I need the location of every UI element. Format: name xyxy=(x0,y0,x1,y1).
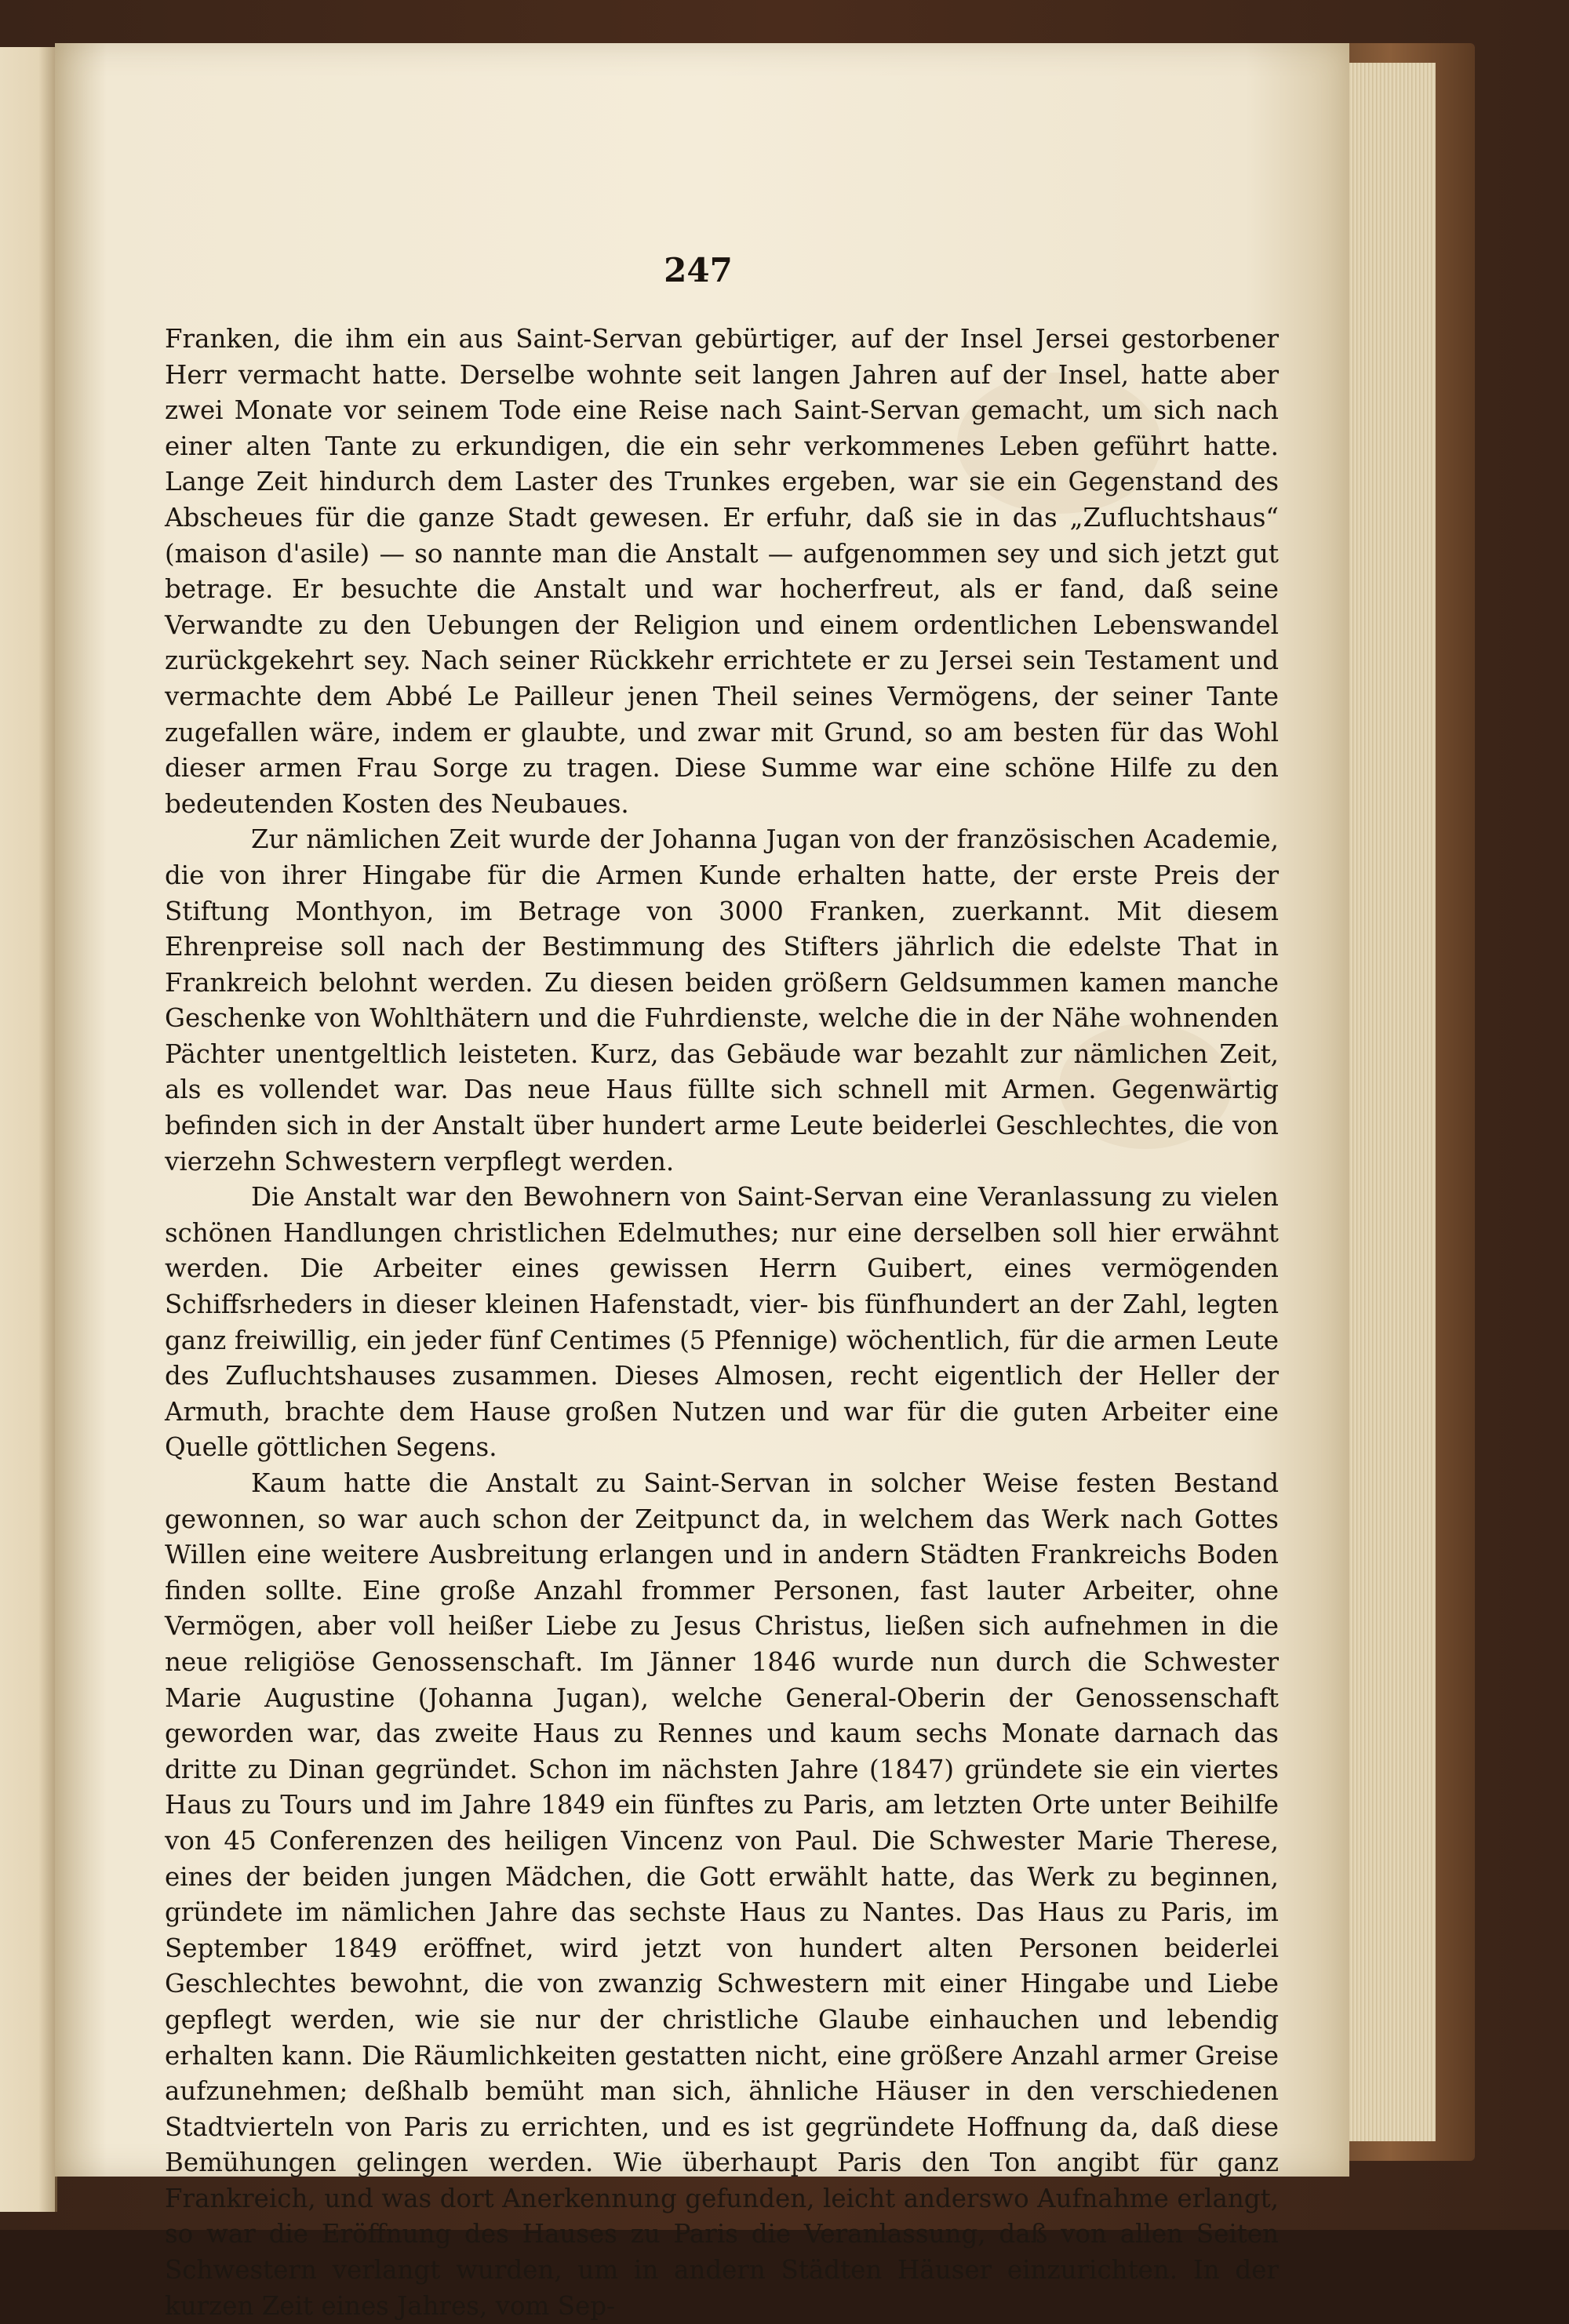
book-page xyxy=(55,43,1349,2321)
paragraph: Die Anstalt war den Bewohnern von Saint-Servan eine Veranlassung zu vielen schönen Handlungen christlichen Edelmuthes; nur eine derselben soll hier erwähnt werden. Die Arbeiter eines gewissen Herrn Guibert, eines vermögenden Schiffsrheders in dieser kleinen Hafenstadt, vier- bis fünfhundert an der Zahl, legten ganz freiwillig, ein jeder fünf Centimes (5 Pfennige) wöchentlich, für die armen Leute des Zufluchtshauses zusammen. Dieses Almosen, recht eigentlich der Heller der Armuth, brachte dem Hause großen Nutzen und war für die guten Arbeiter eine Quelle göttlichen Segens. xyxy=(165,1182,1279,1463)
page-number: 247 xyxy=(664,251,733,289)
page-stack-edge xyxy=(1349,63,1436,2141)
facing-page-edge xyxy=(0,47,57,2212)
body-text xyxy=(165,322,1279,2324)
paragraph: Zur nämlichen Zeit wurde der Johanna Jugan von der französischen Academie, die von ihrer Hingabe für die Armen Kunde erhalten hatte, der erste Preis der Stiftung Monthyon, im Betrage von 3000 Franken, zuerkannt. Mit diesem Ehrenpreise soll nach der Bestimmung des Stifters jährlich die edelste That in Frankreich belohnt werden. Zu diesen beiden größern Geldsummen kamen manche Geschenke von Wohlthätern und die Fuhrdienste, welche die in der Nähe wohnenden Pächter unentgeltlich leisteten. Kurz, das Gebäude war bezahlt zur nämlichen Zeit, als es vollendet war. Das neue Haus füllte sich schnell mit Armen. Gegenwärtig befinden sich in der Anstalt über hundert arme Leute beiderlei Geschlechtes, die von vierzehn Schwestern verpflegt werden. xyxy=(165,824,1279,1177)
paragraph: Kaum hatte die Anstalt zu Saint-Servan in solcher Weise festen Bestand gewonnen, so war auch schon der Zeitpunct da, in welchem das Werk nach Gottes Willen eine weitere Ausbreitung erlangen und in andern Städten Frankreichs Boden finden sollte. Eine große Anzahl frommer Personen, fast lauter Arbeiter, ohne Vermögen, aber voll heißer Liebe zu Jesus Christus, ließen sich aufnehmen in die neue religiöse Genossenschaft. Im Jänner 1846 wurde nun durch die Schwester Marie Augustine (Johanna Jugan), welche General-Oberin der Genossenschaft geworden war, das zweite Haus zu Rennes und kaum sechs Monate darnach das dritte zu Dinan gegründet. Schon im nächsten Jahre (1847) gründete sie ein viertes Haus zu Tours und im Jahre 1849 ein fünftes zu Paris, am letzten Orte unter Beihilfe von 45 Conferenzen des heiligen Vincenz von Paul. Die Schwester Marie Therese, eines der beiden jungen Mädchen, die Gott erwählt hatte, das Werk zu beginnen, gründete im nämlichen Jahre das sechste Haus zu Nantes. Das Haus zu Paris, im September 1849 eröffnet, wird jetzt von hundert alten Personen beiderlei Geschlechtes bewohnt, die von zwanzig Schwestern mit einer Hingabe und Liebe gepflegt werden, wie sie nur der christliche Glaube einhauchen und lebendig erhalten kann. Die Räumlichkeiten gestatten nicht, eine größere Anzahl armer Greise aufzunehmen; deßhalb bemüht man sich, ähnliche Häuser in den verschiedenen Stadtvierteln von Paris zu errichten, und es ist gegründete Hoffnung da, daß diese Bemühungen gelingen werden. Wie überhaupt Paris den Ton angibt für ganz Frankreich, und was dort Anerkennung gefunden, leicht anderswo Aufnahme erlangt, so war die Eröffnung des Hauses zu Paris die Veranlassung, daß von allen Seiten Schwestern verlangt wurden, um in andern Städten Häuser einzurichten. In der kurzen Zeit eines Jahres, vom Sep- xyxy=(165,1468,1279,2321)
paragraph: Franken, die ihm ein aus Saint-Servan gebürtiger, auf der Insel Jersei gestorbener Herr vermacht hatte. Derselbe wohnte seit langen Jahren auf der Insel, hatte aber zwei Monate vor seinem Tode eine Reise nach Saint-Servan gemacht, um sich nach einer alten Tante zu erkundigen, die ein sehr verkommenes Leben geführt hatte. Lange Zeit hindurch dem Laster des Trunkes ergeben, war sie ein Gegenstand des Abscheues für die ganze Stadt gewesen. Er erfuhr, daß sie in das „Zufluchtshaus“ (maison d'asile) — so nannte man die Anstalt — aufgenommen sey und sich jetzt gut betrage. Er besuchte die Anstalt und war hocherfreut, als er fand, daß seine Verwandte zu den Uebungen der Religion und einem ordentlichen Lebenswandel zurückgekehrt sey. Nach seiner Rückkehr errichtete er zu Jersei sein Testament und vermachte dem Abbé Le Pailleur jenen Theil seines Vermögens, der seiner Tante zugefallen wäre, indem er glaubte, und zwar mit Grund, so am besten für das Wohl dieser armen Frau Sorge zu tragen. Diese Summe war eine schöne Hilfe zu den bedeutenden Kosten des Neubaues. xyxy=(165,324,1279,819)
